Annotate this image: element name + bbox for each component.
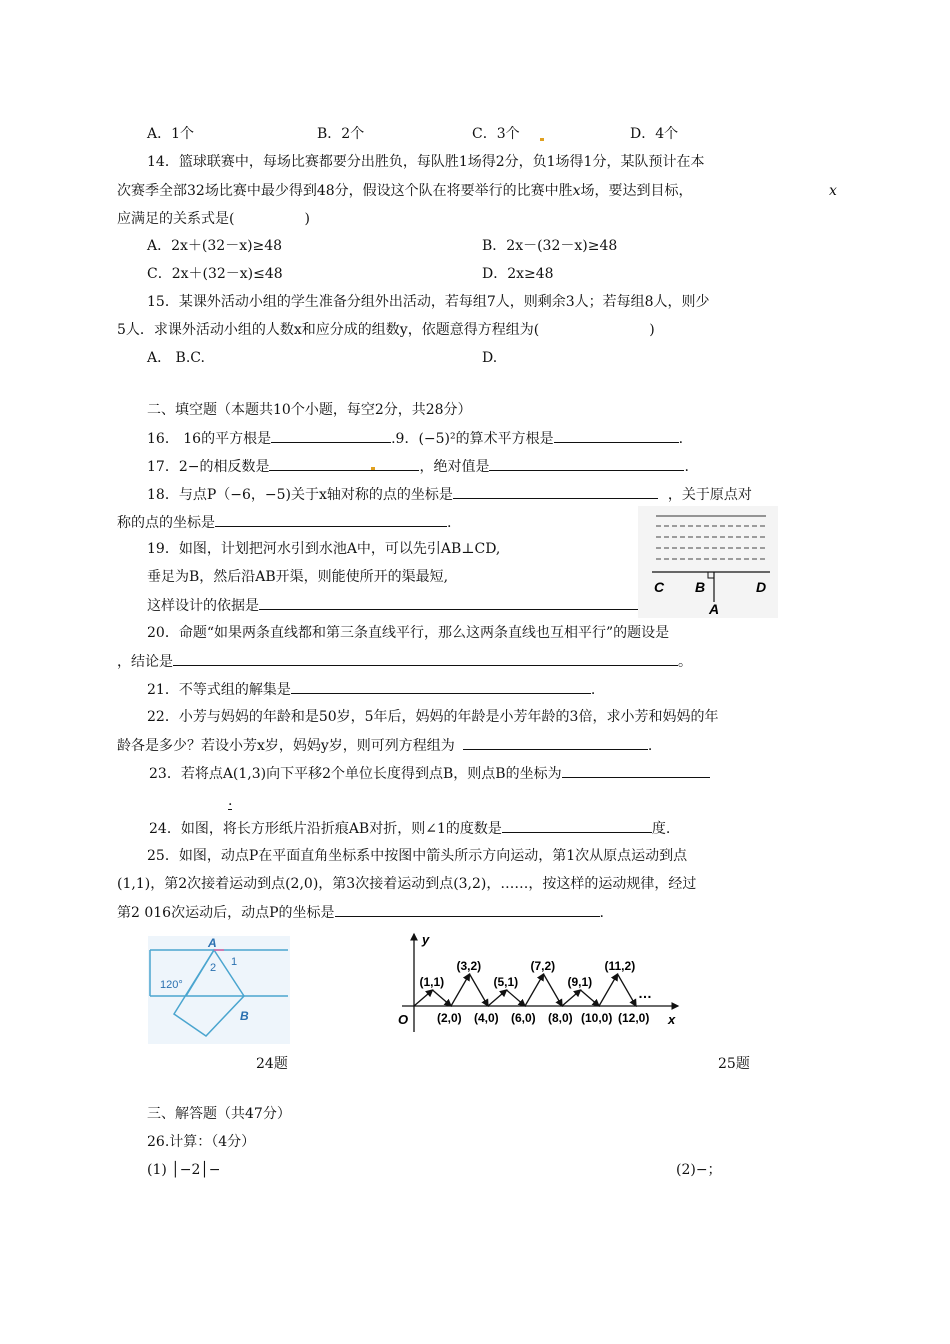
q14-option-d: D．2x≥48 <box>482 266 554 282</box>
point-label-top: (7,2) <box>530 959 556 973</box>
q14-option-a: A．2x＋(32－x)≥48 <box>147 238 283 254</box>
q14-line2-x: x <box>829 183 837 199</box>
q13-option-b: B．2个 <box>317 126 365 142</box>
q23-line1: 23．若将点A(1,3)向下平移2个单位长度得到点B，则点B的坐标为 <box>149 763 710 784</box>
path-segment <box>599 974 618 1006</box>
y-axis-label: y <box>422 932 430 947</box>
origin-label: O <box>398 1012 409 1027</box>
q15-option-d: D. <box>482 350 498 366</box>
q14-option-c: C．2x＋(32－x)≤48 <box>147 266 283 282</box>
path-segment <box>562 990 581 1006</box>
q26-part-1: (1) │−2│− <box>147 1162 221 1178</box>
river-diagram <box>638 506 778 618</box>
point-label-bottom: (10,0) <box>581 1011 613 1025</box>
label-angle-2: 2 <box>210 962 217 974</box>
x-axis-label: x <box>668 1012 676 1027</box>
q18-line2: 称的点的坐标是 . <box>117 512 451 533</box>
q19-line1: 19．如图，计划把河水引到水池A中，可以先引AB⊥CD, <box>147 541 501 557</box>
q14-line2: 次赛季全部32场比赛中最少得到48分，假设这个队在将要举行的比赛中胜x场，要达到目标， <box>117 183 693 199</box>
q22-line1: 22．小芳与妈妈的年龄和是50岁，5年后，妈妈的年龄是小芳年龄的3倍，求小芳和妈妈的年 <box>147 709 719 725</box>
folded-paper-figure <box>148 936 290 1044</box>
q15-line2: 5人．求课外活动小组的人数x和应分成的组数y，依题意得方程组为( ) <box>117 322 655 338</box>
path-segment <box>618 974 637 1006</box>
q19-line2: 垂足为B，然后沿AB开渠，则能使所开的渠最短, <box>147 569 449 585</box>
figure-24-caption: 24题 <box>256 1056 288 1072</box>
q13-option-d: D．4个 <box>630 126 679 142</box>
q14-option-b: B．2x－(32－x)≥48 <box>482 238 618 254</box>
point-label-bottom: (4,0) <box>474 1011 499 1025</box>
mark-dot <box>540 138 544 141</box>
label-a: A <box>208 936 217 950</box>
path-segment <box>414 990 433 1006</box>
point-label-bottom: (8,0) <box>548 1011 573 1025</box>
q17: 17．2−的相反数是 ，绝对值是 . <box>147 456 689 477</box>
mark-dot <box>371 467 375 470</box>
path-segment <box>433 990 452 1006</box>
q14-line1: 14．篮球联赛中，每场比赛都要分出胜负，每队胜1场得2分，负1场得1分，某队预计在本 <box>147 154 705 170</box>
point-label-bottom: (12,0) <box>618 1011 650 1025</box>
q26-part-2: (2)−； <box>676 1162 722 1178</box>
label-c: C <box>654 579 665 595</box>
q22-line2: 龄各是多少？若设小芳x岁，妈妈y岁，则可列方程组为 . <box>117 735 652 756</box>
q13-option-a: A．1个 <box>147 126 195 142</box>
section-2-heading: 二、填空题（本题共10个小题，每空2分，共28分） <box>147 402 472 418</box>
q13-option-c: C．3个 <box>472 126 520 142</box>
label-b: B <box>695 579 706 595</box>
coordinate-path-figure <box>392 928 688 1038</box>
point-label-top: (9,1) <box>567 975 593 989</box>
point-label-top: (3,2) <box>456 959 482 973</box>
label-d: D <box>756 579 767 595</box>
q25-line2: (1,1)，第2次接着运动到点(2,0)，第3次接着运动到点(3,2)，……，按这样的运动规律，经过 <box>117 876 697 892</box>
q15-line1: 15．某课外活动小组的学生准备分组外出活动，若每组7人，则剩余3人；若每组8人，则少 <box>147 294 710 310</box>
figure-25-caption: 25题 <box>718 1056 750 1072</box>
label-angle-120: 120° <box>160 979 183 991</box>
q24: 24．如图，将长方形纸片沿折痕AB对折，则∠1的度数是 度. <box>149 818 670 839</box>
q14-line3: 应满足的关系式是( ) <box>117 211 310 227</box>
q16: 16． 16的平方根是 .9．(−5)²的算术平方根是 . <box>147 428 683 449</box>
q15-options-abc: A． B.C. <box>147 350 205 366</box>
motion-path <box>414 974 636 1006</box>
label-a: A <box>709 601 720 617</box>
label-angle-1: 1 <box>231 956 238 968</box>
path-segment <box>507 990 526 1006</box>
point-label-bottom: (2,0) <box>437 1011 462 1025</box>
q20-line1: 20．命题“如果两条直线都和第三条直线平行，那么这两条直线也互相平行”的题设是 <box>147 625 670 641</box>
q23-end: . <box>228 793 233 809</box>
point-label-top: (5,1) <box>493 975 519 989</box>
q26-title: 26.计算：（4分） <box>147 1134 256 1150</box>
q18-line1: 18．与点P（−6，−5)关于x轴对称的点的坐标是 ，关于原点对 <box>147 484 752 505</box>
path-segment <box>581 990 600 1006</box>
point-label-top: (11,2) <box>604 959 636 973</box>
path-segment <box>525 974 544 1006</box>
ellipsis: … <box>638 985 652 1001</box>
q19-line3: 这样设计的依据是 <box>147 595 651 616</box>
path-segment <box>544 974 563 1006</box>
path-segment <box>451 974 470 1006</box>
point-label-top: (1,1) <box>419 975 445 989</box>
q25-line3: 第2 016次运动后，动点P的坐标是 . <box>117 902 604 923</box>
point-label-bottom: (6,0) <box>511 1011 536 1025</box>
section-3-heading: 三、解答题（共47分） <box>147 1106 291 1122</box>
q25-line1: 25．如图，动点P在平面直角坐标系中按图中箭头所示方向运动，第1次从原点运动到点 <box>147 848 688 864</box>
path-segment <box>470 974 489 1006</box>
path-segment <box>488 990 507 1006</box>
label-b: B <box>240 1009 249 1023</box>
q20-line2: ，结论是 。 <box>117 651 692 672</box>
q21: 21．不等式组的解集是 . <box>147 679 595 700</box>
